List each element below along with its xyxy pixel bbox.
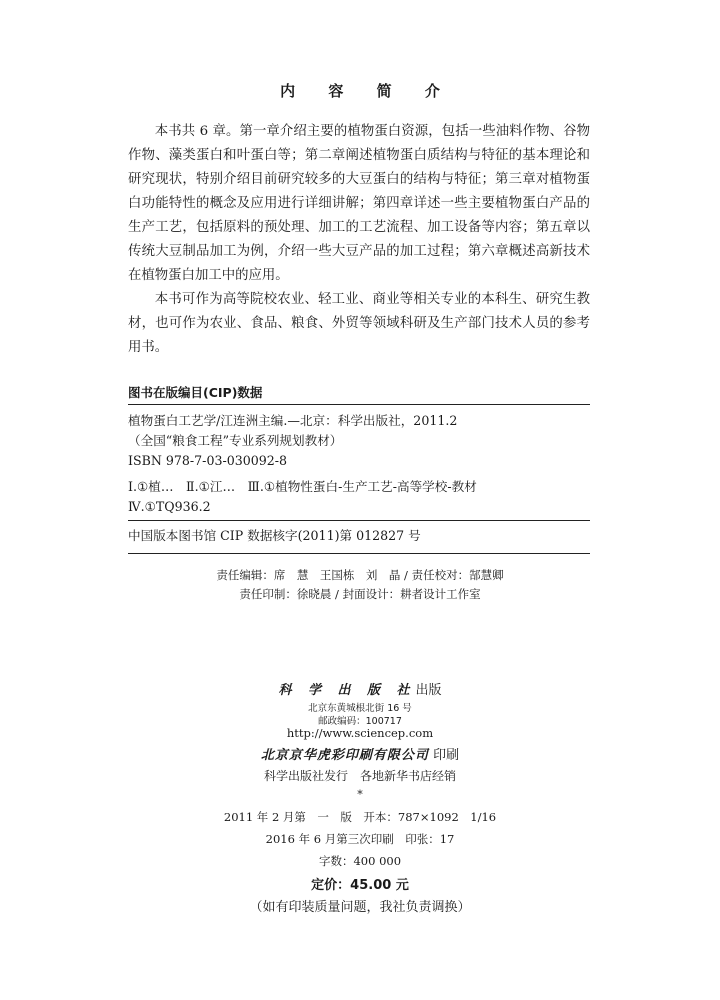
cip-subject-line: Ⅰ.①植… Ⅱ.①江… Ⅲ.①植物性蛋白-生产工艺-高等学校-教材 bbox=[128, 479, 477, 494]
publisher-address: 北京东黄城根北街 16 号 bbox=[308, 703, 412, 714]
cip-record bbox=[128, 411, 590, 471]
publisher-url: http://www.sciencep.com bbox=[286, 726, 434, 740]
divider-rule bbox=[128, 520, 590, 521]
cip-classification bbox=[128, 477, 590, 517]
editor-credits: 责任编辑：席 慧 王国栋 刘 晶 / 责任校对：郜慧卿 bbox=[216, 568, 504, 582]
printing-line: 2016 年 6 月第三次印刷 印张：17 bbox=[265, 832, 455, 846]
quality-notice: （如有印装质量问题，我社负责调换） bbox=[249, 900, 471, 915]
edition-line: 2011 年 2 月第 一 版 开本：787×1092 1/16 bbox=[223, 810, 497, 824]
content-summary bbox=[128, 120, 590, 360]
price-line: 定价：45.00 元 bbox=[311, 878, 409, 893]
production-credits: 责任印制：徐晓晨 / 封面设计：耕者设计工作室 bbox=[239, 587, 481, 601]
section-title: 内 容 简 介 bbox=[280, 82, 454, 100]
cip-isbn-line: ISBN 978-7-03-030092-8 bbox=[128, 453, 288, 468]
publisher-postcode: 邮政编码：100717 bbox=[318, 716, 402, 727]
publisher-name: 科 学 出 版 社 bbox=[278, 683, 416, 698]
printer-name: 北京京华虎彩印刷有限公司 bbox=[260, 748, 429, 763]
cip-class-number: Ⅳ.①TQ936.2 bbox=[128, 499, 211, 514]
publisher-suffix: 出版 bbox=[415, 683, 442, 698]
word-count: 字数：400 000 bbox=[318, 854, 402, 868]
publisher-line bbox=[0, 679, 720, 698]
divider-rule bbox=[128, 404, 590, 405]
divider-rule bbox=[128, 553, 590, 554]
cip-approval-number: 中国版本图书馆 CIP 数据核字(2011)第 012827 号 bbox=[128, 528, 421, 543]
summary-paragraph-2: 本书可作为高等院校农业、轻工业、商业等相关专业的本科生、研究生教材，也可作为农业、食品、粮食、外贸等领域科研及生产部门技术人员的参考用书。 bbox=[128, 292, 590, 355]
cip-series-line: （全国“粮食工程”专业系列规划教材） bbox=[128, 433, 343, 448]
cip-heading: 图书在版编目(CIP)数据 bbox=[128, 385, 263, 400]
printer-suffix: 印刷 bbox=[433, 748, 460, 763]
cip-title-line: 植物蛋白工艺学/江连洲主编.—北京：科学出版社，2011.2 bbox=[128, 413, 458, 428]
distribution-line: 科学出版社发行 各地新华书店经销 bbox=[263, 769, 456, 783]
summary-paragraph-1: 本书共 6 章。第一章介绍主要的植物蛋白资源，包括一些油料作物、谷物作物、藻类蛋白和叶蛋白等；第二章阐述植物蛋白质结构与特征的基本理论和研究现状，特别介绍目前研究较多的大豆蛋白的结构与特征；第三章对植物蛋白功能特性的概念及应用进行详细讲解；第四章详述一些主要植物蛋白产品的生产工艺，包括原料的预处理、加工的工艺流程、加工设备等内容；第五章以传统大豆制品加工为例，介绍一些大豆产品的加工过程；第六章概述高新技术在植物蛋白加工中的应用。 bbox=[128, 124, 590, 283]
printer-line bbox=[0, 744, 720, 763]
cip-approval bbox=[128, 526, 590, 546]
separator-star: * bbox=[357, 788, 363, 801]
